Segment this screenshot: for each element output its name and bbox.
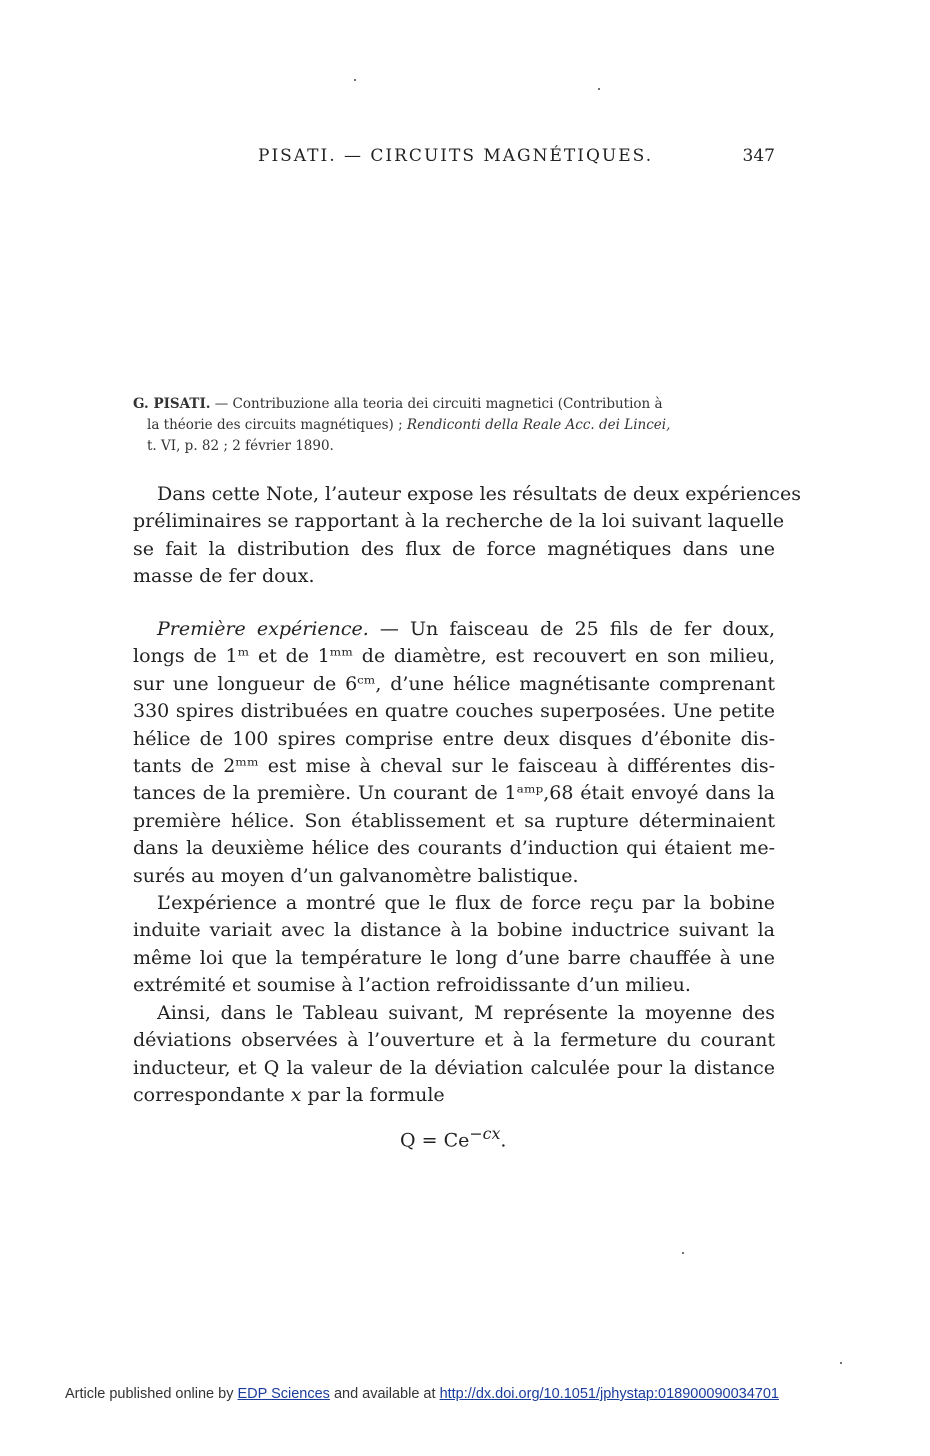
text-line: Dans cette Note, l’auteur expose les résultats de deux expériences [157,483,801,505]
print-speck [682,1252,684,1254]
text-line: première hélice. Son établissement et sa rupture déterminaient [133,809,775,832]
text-line: inducteur, et Q la valeur de la déviation calculée pour la distance [133,1056,775,1079]
text-line: tances de la première. Un courant de 1ᵃᵐᵖ,68 était envoyé dans la [133,782,775,805]
footer-prefix: Article published online by [65,1386,238,1402]
reference-volume: t. VI, p. 82 ; 2 février 1890. [147,438,334,454]
text-line: induite variait avec la distance à la bobine inductrice suivant la [133,919,775,942]
text-line: préliminaires se rapportant à la recherche de la loi suivant laquelle [133,510,785,533]
formula-exponent: −cx [469,1124,501,1143]
text-line: tants de 2ᵐᵐ est mise à cheval sur le faisceau à différentes dis- [133,755,775,778]
bibliographic-reference [133,394,775,457]
reference-line [133,415,775,436]
formula [400,1124,506,1151]
paragraph-experiment [133,616,775,1109]
reference-author: G. PISATI. [133,396,211,412]
publication-footer [65,1386,779,1402]
text-line-rest: — Un faisceau de 25 fils de fer doux, [368,618,776,640]
running-title: PISATI. — CIRCUITS MAGNÉTIQUES. [258,146,654,166]
print-speck [598,88,600,90]
publisher-link[interactable]: EDP Sciences [237,1386,330,1402]
reference-title: — Contribuzione alla teoria dei circuiti magnetici (Contribution à [210,396,663,412]
variable-x: x [290,1083,302,1106]
text-line: L’expérience a montré que le flux de force reçu par la bobine [157,892,775,915]
text-line: extrémité et soumise à l’action refroidissante d’un milieu. [133,974,691,997]
text-line: hélice de 100 spires comprise entre deux disques d’ébonite dis- [133,727,775,750]
text-line: dans la deuxième hélice des courants d’induction qui étaient me- [133,837,775,860]
footer-middle: and available at [329,1386,440,1402]
text-line: longs de 1ᵐ et de 1ᵐᵐ de diamètre, est recouvert en son milieu, [133,645,775,668]
doi-link[interactable]: http://dx.doi.org/10.1051/jphystap:018900090034701 [439,1386,779,1402]
text-line: Ainsi, dans le Tableau suivant, M représente la moyenne des [157,1001,775,1024]
reference-translation: la théorie des circuits magnétiques) ; [147,417,407,433]
reference-line [133,394,775,415]
print-speck [354,79,356,81]
text-line: déviations observées à l’ouverture et à la fermeture du courant [133,1029,775,1052]
text-line: 330 spires distribuées en quatre couches superposées. Une petite [133,700,775,723]
page-number: 347 [742,146,775,166]
text-line: surés au moyen d’un galvanomètre balistique. [133,864,579,887]
text-line: sur une longueur de 6ᶜᵐ, d’une hélice magnétisante comprenant [133,672,775,695]
formula-end: . [500,1129,507,1152]
text-line [133,1082,775,1109]
formula-lhs: Q = Ce [400,1129,470,1152]
text-line [133,616,775,643]
paragraph-intro [133,481,801,591]
text-line: masse de fer doux. [133,565,315,588]
text-fragment: par la formule [301,1083,445,1106]
print-speck [840,1362,842,1364]
text-fragment: correspondante [133,1083,291,1106]
reference-journal: Rendiconti della Reale Acc. dei Lincei, [406,417,671,433]
text-line: même loi que la température le long d’une barre chauffée à une [133,946,775,969]
text-line: se fait la distribution des flux de force magnétiques dans une [133,537,775,560]
section-lead: Première expérience. [157,618,369,640]
